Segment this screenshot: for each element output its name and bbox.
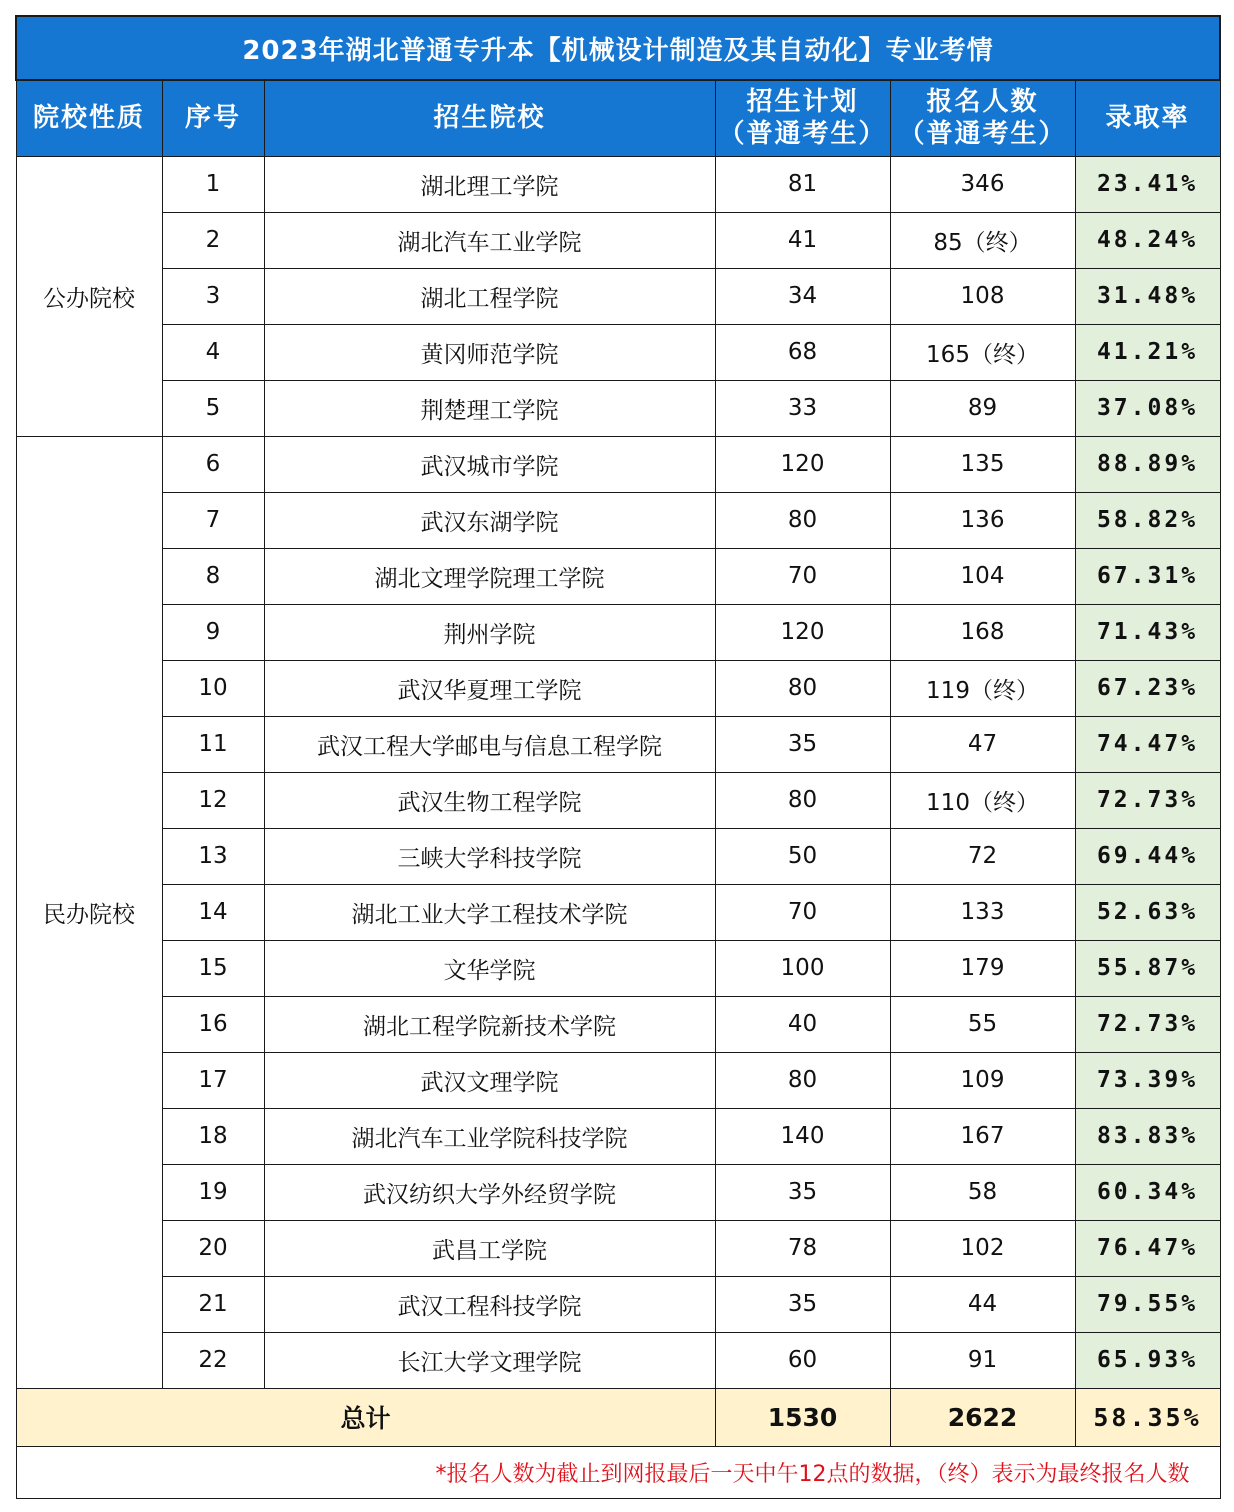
row-rate: 88.89% <box>1075 436 1220 492</box>
row-applicants: 44 <box>890 1276 1075 1332</box>
row-plan: 120 <box>715 436 890 492</box>
row-plan: 80 <box>715 660 890 716</box>
header-applicants-line1: 报名人数 <box>926 87 1039 118</box>
table-row <box>16 996 1220 1052</box>
row-applicants: 89 <box>890 380 1075 436</box>
table-row <box>16 1052 1220 1108</box>
row-applicants: 136 <box>890 492 1075 548</box>
table-row <box>16 884 1220 940</box>
row-applicants: 72 <box>890 828 1075 884</box>
row-plan: 80 <box>715 772 890 828</box>
row-plan: 60 <box>715 1332 890 1388</box>
header-applicants-line2: （普通考生） <box>898 119 1067 150</box>
table-row <box>16 156 1220 212</box>
table-row <box>16 604 1220 660</box>
row-school: 荆州学院 <box>264 604 715 660</box>
table-row <box>16 1220 1220 1276</box>
row-index: 20 <box>162 1220 264 1276</box>
row-index: 17 <box>162 1052 264 1108</box>
row-plan: 81 <box>715 156 890 212</box>
row-school: 湖北工程学院新技术学院 <box>264 996 715 1052</box>
row-plan: 50 <box>715 828 890 884</box>
row-rate: 65.93% <box>1075 1332 1220 1388</box>
row-rate: 55.87% <box>1075 940 1220 996</box>
row-rate: 41.21% <box>1075 324 1220 380</box>
table-title: 2023年湖北普通专升本【机械设计制造及其自动化】专业考情 <box>16 16 1220 80</box>
row-school: 黄冈师范学院 <box>264 324 715 380</box>
row-rate: 52.63% <box>1075 884 1220 940</box>
row-plan: 70 <box>715 548 890 604</box>
row-plan: 78 <box>715 1220 890 1276</box>
row-index: 10 <box>162 660 264 716</box>
table-row <box>16 212 1220 268</box>
row-index: 12 <box>162 772 264 828</box>
total-row <box>16 1388 1220 1446</box>
row-plan: 33 <box>715 380 890 436</box>
total-applicants: 2622 <box>890 1388 1075 1446</box>
row-plan: 35 <box>715 716 890 772</box>
row-applicants: 108 <box>890 268 1075 324</box>
row-plan: 80 <box>715 1052 890 1108</box>
row-rate: 72.73% <box>1075 996 1220 1052</box>
total-rate: 58.35% <box>1075 1388 1220 1446</box>
table-row <box>16 772 1220 828</box>
admission-table-sheet <box>15 15 1219 1497</box>
row-applicants: 91 <box>890 1332 1075 1388</box>
row-school: 湖北理工学院 <box>264 156 715 212</box>
row-index: 15 <box>162 940 264 996</box>
row-applicants: 85（终） <box>890 212 1075 268</box>
row-index: 18 <box>162 1108 264 1164</box>
row-applicants: 104 <box>890 548 1075 604</box>
row-rate: 83.83% <box>1075 1108 1220 1164</box>
group-public: 公办院校 <box>16 156 162 436</box>
header-school: 招生院校 <box>264 80 715 156</box>
row-plan: 100 <box>715 940 890 996</box>
row-index: 14 <box>162 884 264 940</box>
header-plan <box>715 80 890 156</box>
header-plan-line1: 招生计划 <box>746 87 859 118</box>
table-row <box>16 324 1220 380</box>
row-rate: 67.31% <box>1075 548 1220 604</box>
row-index: 2 <box>162 212 264 268</box>
row-applicants: 133 <box>890 884 1075 940</box>
row-applicants: 102 <box>890 1220 1075 1276</box>
row-index: 1 <box>162 156 264 212</box>
row-rate: 69.44% <box>1075 828 1220 884</box>
row-school: 武汉工程大学邮电与信息工程学院 <box>264 716 715 772</box>
row-rate: 67.23% <box>1075 660 1220 716</box>
row-applicants: 179 <box>890 940 1075 996</box>
row-school: 湖北汽车工业学院 <box>264 212 715 268</box>
row-applicants: 167 <box>890 1108 1075 1164</box>
total-plan: 1530 <box>715 1388 890 1446</box>
row-school: 湖北工业大学工程技术学院 <box>264 884 715 940</box>
row-index: 16 <box>162 996 264 1052</box>
row-rate: 37.08% <box>1075 380 1220 436</box>
row-plan: 34 <box>715 268 890 324</box>
row-school: 武汉生物工程学院 <box>264 772 715 828</box>
row-plan: 68 <box>715 324 890 380</box>
row-school: 武汉工程科技学院 <box>264 1276 715 1332</box>
header-index: 序号 <box>162 80 264 156</box>
row-applicants: 165（终） <box>890 324 1075 380</box>
row-index: 6 <box>162 436 264 492</box>
row-applicants: 110（终） <box>890 772 1075 828</box>
table-row <box>16 436 1220 492</box>
row-applicants: 168 <box>890 604 1075 660</box>
row-school: 荆楚理工学院 <box>264 380 715 436</box>
row-applicants: 346 <box>890 156 1075 212</box>
row-plan: 140 <box>715 1108 890 1164</box>
row-applicants: 109 <box>890 1052 1075 1108</box>
row-school: 湖北工程学院 <box>264 268 715 324</box>
row-plan: 40 <box>715 996 890 1052</box>
row-index: 9 <box>162 604 264 660</box>
header-category: 院校性质 <box>16 80 162 156</box>
row-rate: 71.43% <box>1075 604 1220 660</box>
row-school: 长江大学文理学院 <box>264 1332 715 1388</box>
footnote: *报名人数为截止到网报最后一天中午12点的数据，（终）表示为最终报名人数 <box>16 1446 1220 1498</box>
table-row <box>16 1276 1220 1332</box>
table-body <box>16 156 1220 1388</box>
row-rate: 72.73% <box>1075 772 1220 828</box>
row-rate: 76.47% <box>1075 1220 1220 1276</box>
table-row <box>16 716 1220 772</box>
row-index: 7 <box>162 492 264 548</box>
table-row <box>16 660 1220 716</box>
row-index: 22 <box>162 1332 264 1388</box>
row-applicants: 135 <box>890 436 1075 492</box>
row-plan: 80 <box>715 492 890 548</box>
header-rate: 录取率 <box>1075 80 1220 156</box>
table-row <box>16 548 1220 604</box>
row-rate: 79.55% <box>1075 1276 1220 1332</box>
row-school: 武汉文理学院 <box>264 1052 715 1108</box>
header-plan-line2: （普通考生） <box>718 119 887 150</box>
row-rate: 73.39% <box>1075 1052 1220 1108</box>
row-index: 8 <box>162 548 264 604</box>
table-row <box>16 1164 1220 1220</box>
admission-table <box>15 15 1221 1499</box>
table-row <box>16 380 1220 436</box>
row-rate: 48.24% <box>1075 212 1220 268</box>
table-row <box>16 268 1220 324</box>
row-applicants: 58 <box>890 1164 1075 1220</box>
table-row <box>16 940 1220 996</box>
row-rate: 58.82% <box>1075 492 1220 548</box>
row-applicants: 119（终） <box>890 660 1075 716</box>
row-plan: 35 <box>715 1276 890 1332</box>
header-applicants <box>890 80 1075 156</box>
row-index: 19 <box>162 1164 264 1220</box>
table-row <box>16 1108 1220 1164</box>
row-school: 武汉华夏理工学院 <box>264 660 715 716</box>
row-rate: 31.48% <box>1075 268 1220 324</box>
row-index: 3 <box>162 268 264 324</box>
row-index: 13 <box>162 828 264 884</box>
row-school: 武汉东湖学院 <box>264 492 715 548</box>
total-label: 总计 <box>16 1388 715 1446</box>
row-plan: 41 <box>715 212 890 268</box>
row-school: 文华学院 <box>264 940 715 996</box>
row-plan: 120 <box>715 604 890 660</box>
row-school: 湖北文理学院理工学院 <box>264 548 715 604</box>
row-index: 4 <box>162 324 264 380</box>
row-plan: 70 <box>715 884 890 940</box>
row-applicants: 55 <box>890 996 1075 1052</box>
row-school: 武昌工学院 <box>264 1220 715 1276</box>
row-index: 11 <box>162 716 264 772</box>
row-rate: 60.34% <box>1075 1164 1220 1220</box>
row-rate: 74.47% <box>1075 716 1220 772</box>
group-private: 民办院校 <box>16 436 162 1388</box>
row-applicants: 47 <box>890 716 1075 772</box>
row-school: 三峡大学科技学院 <box>264 828 715 884</box>
row-school: 武汉城市学院 <box>264 436 715 492</box>
table-row <box>16 1332 1220 1388</box>
row-rate: 23.41% <box>1075 156 1220 212</box>
table-row <box>16 492 1220 548</box>
row-plan: 35 <box>715 1164 890 1220</box>
row-school: 武汉纺织大学外经贸学院 <box>264 1164 715 1220</box>
row-school: 湖北汽车工业学院科技学院 <box>264 1108 715 1164</box>
row-index: 5 <box>162 380 264 436</box>
row-index: 21 <box>162 1276 264 1332</box>
table-row <box>16 828 1220 884</box>
